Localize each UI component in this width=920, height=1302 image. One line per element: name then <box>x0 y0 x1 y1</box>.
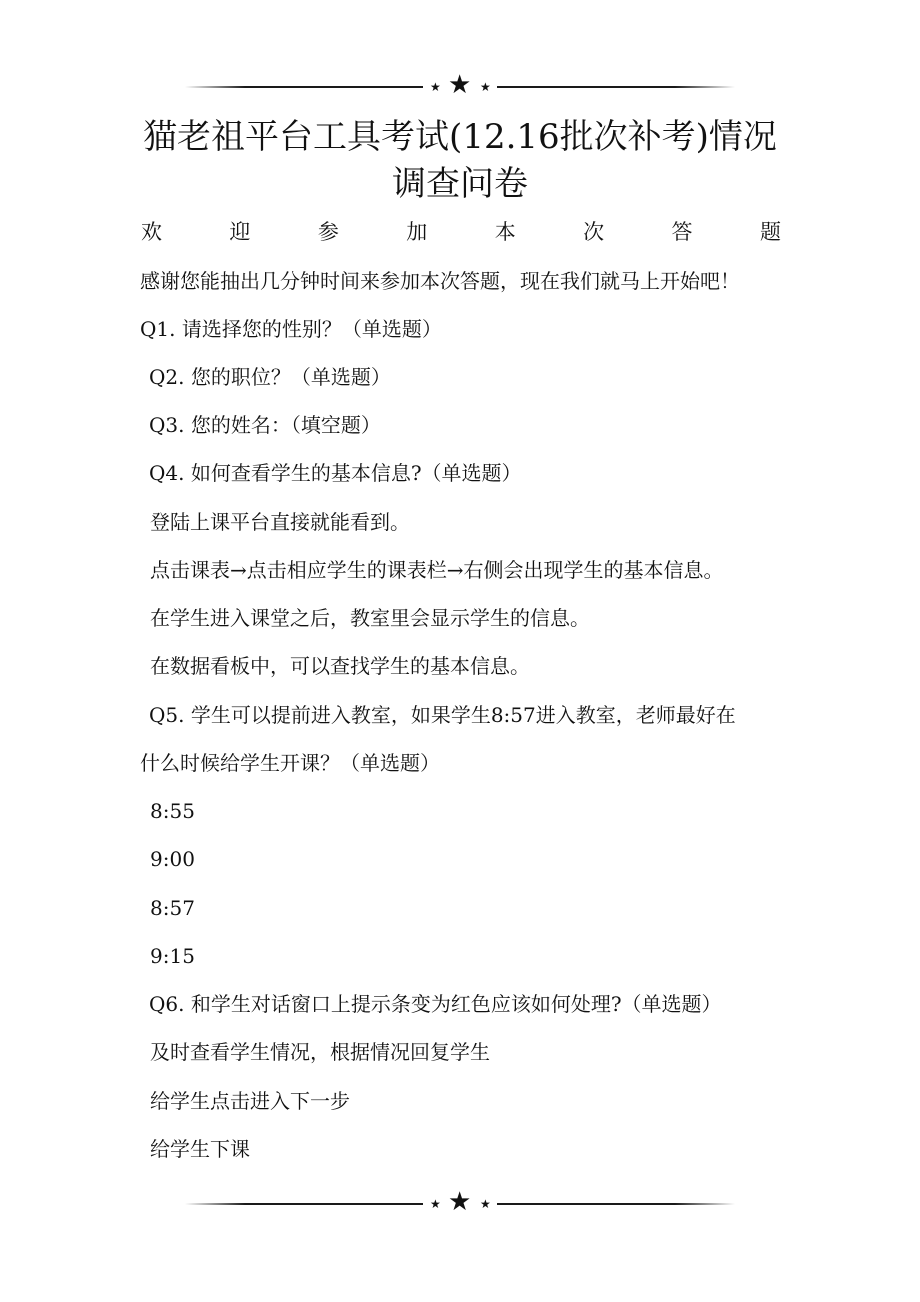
divider-line-left <box>185 1203 423 1205</box>
q5-option: 9:15 <box>150 944 195 968</box>
divider-line-right <box>497 1203 735 1205</box>
top-divider <box>185 70 735 100</box>
question-q6: Q6. 和学生对话窗口上提示条变为红色应该如何处理?（单选题） <box>149 992 722 1016</box>
q4-option: 登陆上课平台直接就能看到。 <box>150 510 410 534</box>
question-q5: Q5. 学生可以提前进入教室，如果学生8:57进入教室，老师最好在 <box>149 703 736 727</box>
star-icon: ★ <box>480 1197 491 1211</box>
welcome-heading <box>141 218 781 246</box>
welcome-char: 加 <box>406 220 428 244</box>
divider-line-left <box>185 86 423 88</box>
welcome-char: 欢 <box>141 220 162 244</box>
question-q1: Q1. 请选择您的性别？（单选题） <box>140 317 442 341</box>
welcome-char: 参 <box>317 220 339 244</box>
q4-option: 在数据看板中，可以查找学生的基本信息。 <box>150 654 530 678</box>
q4-option: 点击课表→点击相应学生的课表栏→右侧会出现学生的基本信息。 <box>150 558 724 582</box>
q5-option: 9:00 <box>150 847 195 871</box>
question-q5-cont: 什么时候给学生开课？（单选题） <box>140 751 440 775</box>
page-title-line2: 调查问卷 <box>392 164 528 204</box>
welcome-char: 迎 <box>229 220 251 244</box>
question-q3: Q3. 您的姓名：（填空题） <box>149 413 381 437</box>
star-icon: ★ <box>448 70 472 100</box>
q5-option: 8:57 <box>150 896 195 920</box>
bottom-divider <box>185 1187 735 1217</box>
divider-line-right <box>497 86 735 88</box>
intro-text: 感谢您能抽出几分钟时间来参加本次答题，现在我们就马上开始吧！ <box>140 269 740 293</box>
q5-option: 8:55 <box>150 799 195 823</box>
q6-option: 及时查看学生情况，根据情况回复学生 <box>150 1040 490 1064</box>
welcome-char: 本 <box>494 220 516 244</box>
q6-option: 给学生点击进入下一步 <box>150 1089 350 1113</box>
star-icon: ★ <box>448 1187 472 1217</box>
star-icon: ★ <box>480 80 491 94</box>
question-q4: Q4. 如何查看学生的基本信息?（单选题） <box>149 461 522 485</box>
star-icon: ★ <box>430 80 441 94</box>
welcome-char: 答 <box>671 220 693 244</box>
q6-option: 给学生下课 <box>150 1137 250 1161</box>
q4-option: 在学生进入课堂之后，教室里会显示学生的信息。 <box>150 606 590 630</box>
star-icon: ★ <box>430 1197 441 1211</box>
welcome-char: 题 <box>759 220 781 244</box>
welcome-char: 次 <box>583 220 605 244</box>
page-title: 猫老祖平台工具考试(12.16批次补考)情况 <box>143 117 777 157</box>
question-q2: Q2. 您的职位？（单选题） <box>149 365 391 389</box>
